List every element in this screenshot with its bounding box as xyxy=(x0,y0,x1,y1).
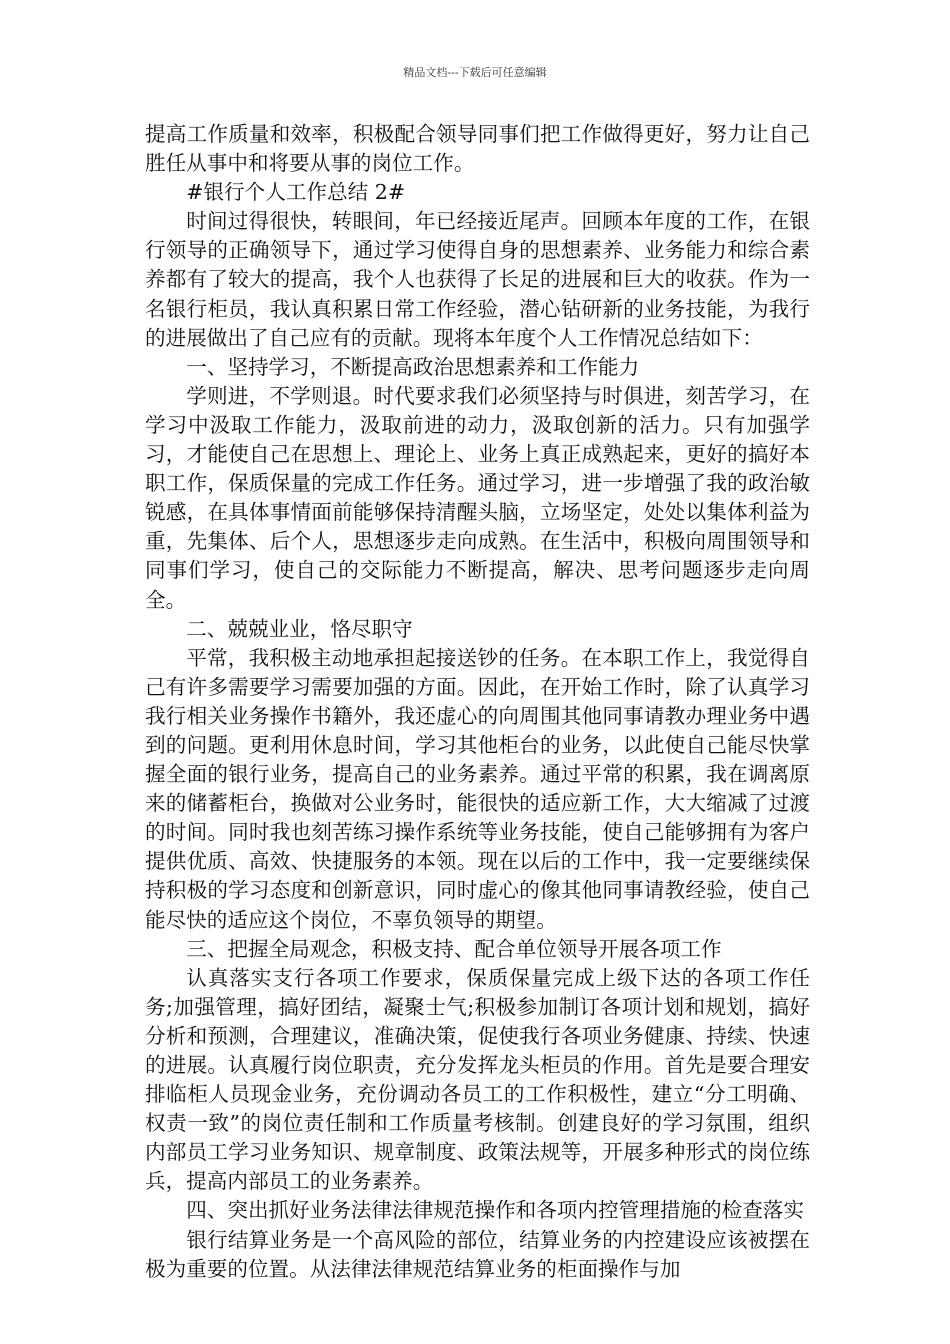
document-body xyxy=(145,120,810,1284)
paragraph-intro: 时间过得很快，转眼间，年已经接近尾声。回顾本年度的工作，在银行领导的正确领导下，通过学习使得自身的思想素养、业务能力和综合素养都有了较大的提高，我个人也获得了长足的进展和巨大的收获。作为一名银行柜员，我认真积累日常工作经验，潜心钻研新的业务技能，为我行的进展做出了自己应有的贡献。现将本年度个人工作情况总结如下： xyxy=(145,209,810,350)
heading-2: 二、兢兢业业，恪尽职守 xyxy=(186,616,413,641)
paragraph-1: 学则进，不学则退。时代要求我们必须坚持与时俱进，刻苦学习，在学习中汲取工作能力，汲取前进的动力，汲取创新的活力。只有加强学习，才能使自己在思想上、理论上、业务上真正成熟起来，更好的搞好本职工作，保质保量的完成工作任务。通过学习，进一步增强了我的政治敏锐感，在具体事情面前能够保持清醒头脑，立场坚定，处处以集体利益为重，先集体、后个人，思想逐步走向成熟。在生活中，积极向周围领导和同事们学习，使自己的交际能力不断提高，解决、思考问题逐步走向周全。 xyxy=(145,383,810,612)
paragraph-3: 认真落实支行各项工作要求，保质保量完成上级下达的各项工作任务;加强管理，搞好团结，凝聚士气;积极参加制订各项计划和规划，搞好分析和预测，合理建议，准确决策，促使我行各项业务健康、持续、快速的进展。认真履行岗位职责，充分发挥龙头柜员的作用。首先是要合理安排临柜人员现金业务，充份调动各员工的工作积极性，建立“分工明确、权责一致”的岗位责任制和工作质量考核制。创建良好的学习氛围，组织内部员工学习业务知识、规章制度、政策法规等，开展多种形式的岗位练兵，提高内部员工的业务素养。 xyxy=(145,965,810,1194)
paragraph-4: 银行结算业务是一个高风险的部位，结算业务的内控建设应该被摆在极为重要的位置。从法律法律规范结算业务的柜面操作与加 xyxy=(145,1227,810,1281)
heading-1: 一、坚持学习，不断提高政治思想素养和工作能力 xyxy=(186,354,640,379)
heading-4: 四、突出抓好业务法律法律规范操作和各项内控管理措施的检查落实 xyxy=(186,1198,804,1223)
heading-3: 三、把握全局观念，积极支持、配合单位领导开展各项工作 xyxy=(186,936,722,961)
paragraph-continuation: 提高工作质量和效率，积极配合领导同事们把工作做得更好，努力让自己胜任从事中和将要从事的岗位工作。 xyxy=(145,122,810,176)
paragraph-2: 平常，我积极主动地承担起接送钞的任务。在本职工作上，我觉得自己有许多需要学习需要加强的方面。因此，在开始工作时，除了认真学习我行相关业务操作书籍外，我还虚心的向周围其他同事请教办理业务中遇到的问题。更利用休息时间，学习其他柜台的业务，以此使自己能尽快掌握全面的银行业务，提高自己的业务素养。通过平常的积累，我在调离原来的储蓄柜台，换做对公业务时，能很快的适应新工作，大大缩减了过渡的时间。同时我也刻苦练习操作系统等业务技能，使自己能够拥有为客户提供优质、高效、快捷服务的本领。现在以后的工作中，我一定要继续保持积极的学习态度和创新意识，同时虚心的像其他同事请教经验，使自己能尽快的适应这个岗位，不辜负领导的期望。 xyxy=(145,645,810,932)
page-header: 精品文档---下载后可任意编辑 xyxy=(403,66,547,79)
section-title: #银行个人工作总结 2# xyxy=(186,180,406,205)
